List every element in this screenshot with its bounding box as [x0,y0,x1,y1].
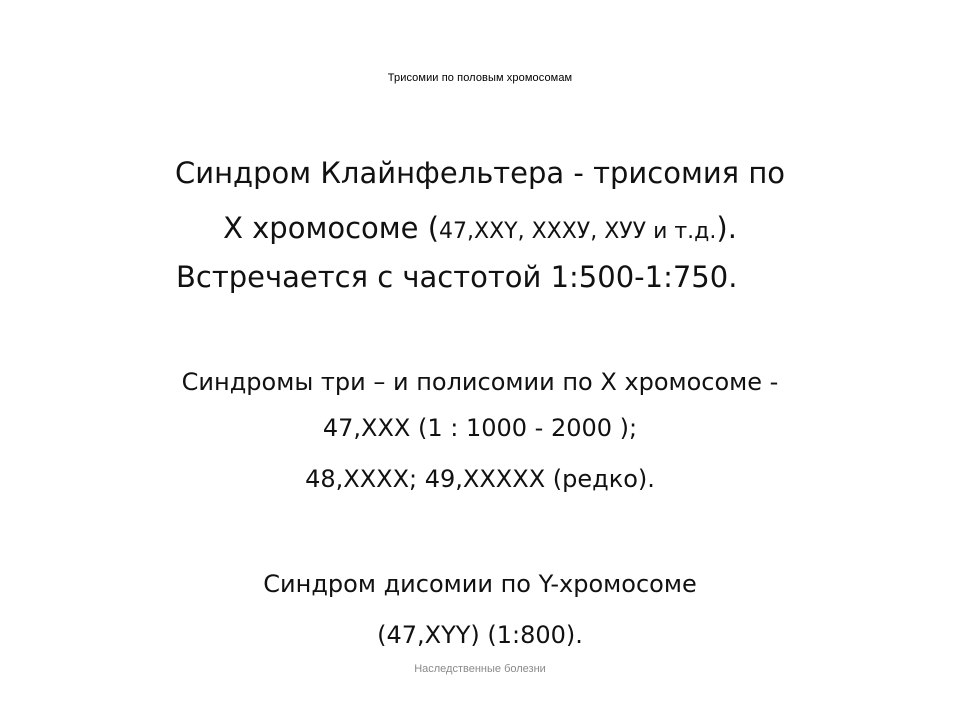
klinefelter-karyotypes: 47,XXY, XXXУ, XУУ и т.д. [439,219,717,244]
slide-footer: Наследственные болезни [414,663,546,675]
triplo-x-line-1: Синдромы три – и полисомии по X хромосоме - [181,368,779,396]
xyy-line-1: Синдром дисомии по Y-хромосоме [263,570,697,598]
xyy-line-2: (47,XYY) (1:800). [377,621,583,649]
triplo-x-line-2: 47,XXX (1 : 1000 - 2000 ); [322,414,638,442]
klinefelter-frequency: Встречается с частотой 1:500-1:750. [176,260,738,294]
klinefelter-line-2-end: ). [716,211,737,245]
klinefelter-line-2 [0,211,960,245]
triplo-x-line-3: 48,XXXX; 49,XXXXX (редко). [305,465,655,493]
klinefelter-line-2-main: X хромосоме ( [223,211,440,245]
klinefelter-line-1: Синдром Клайнфельтера - трисомия по [174,156,786,190]
slide-title: Трисомии по половым хромосомам [387,72,573,84]
